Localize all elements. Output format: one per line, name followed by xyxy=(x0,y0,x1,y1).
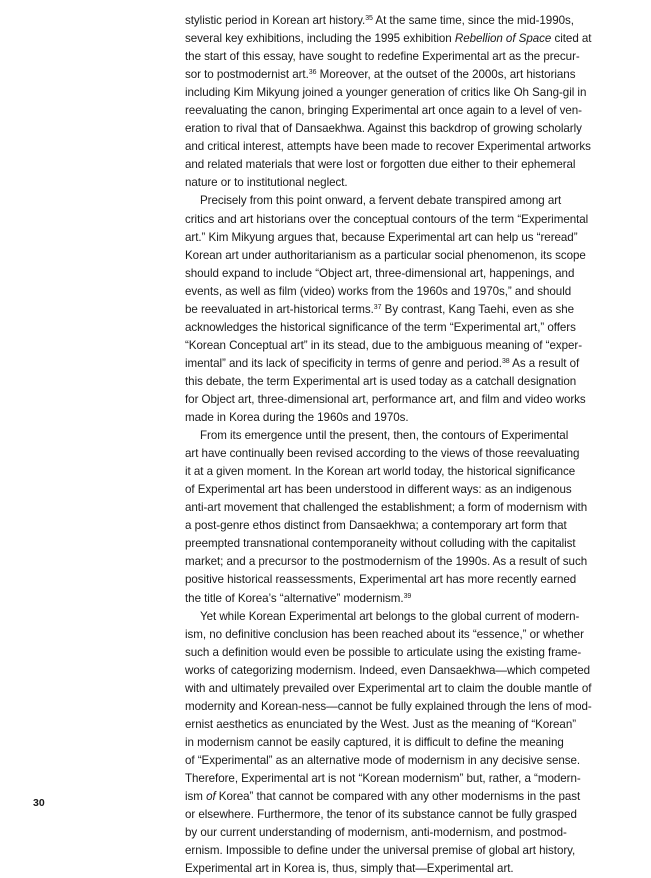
text-run: From its emergence until the present, then, the contours of Experimental xyxy=(200,429,569,443)
text-line xyxy=(185,481,615,499)
text-line xyxy=(185,517,615,535)
text-line xyxy=(185,499,615,517)
text-run: and critical interest, attempts have been made to recover Experimental artworks xyxy=(185,140,591,154)
text-run: Moreover, at the outset of the 2000s, art historians xyxy=(316,68,576,82)
text-line xyxy=(185,120,615,138)
text-run: positive historical reassessments, Experimental art has more recently earned xyxy=(185,573,577,587)
italic-text: Rebellion of Space xyxy=(454,32,552,46)
text-run: ism xyxy=(185,790,207,804)
text-line xyxy=(185,138,615,156)
text-line xyxy=(185,680,615,698)
text-line xyxy=(185,156,615,174)
text-run: in modernism cannot be easily captured, it is difficult to define the meaning xyxy=(185,735,564,749)
page-number: 30 xyxy=(33,797,45,809)
text-run: eration to rival that of Dansaekhwa. Against this backdrop of growing scholarly xyxy=(185,122,582,136)
text-line xyxy=(185,824,615,842)
text-run: ernism. Impossible to define under the universal premise of global art history, xyxy=(185,844,576,858)
text-line xyxy=(185,662,615,680)
footnote-ref: 39 xyxy=(403,592,412,600)
text-line xyxy=(185,265,615,283)
text-line xyxy=(185,301,615,319)
text-run: Experimental art in Korea is, thus, simply that—Experimental art. xyxy=(185,862,514,876)
text-line xyxy=(185,391,615,409)
text-run: a post-genre ethos distinct from Dansaekhwa; a contemporary art form that xyxy=(185,519,567,533)
text-line xyxy=(185,842,615,860)
text-run: modernity and Korean-ness—cannot be fully explained through the lens of mod- xyxy=(185,699,592,713)
text-run: acknowledges the historical significance of the term “Experimental art,” offers xyxy=(185,320,576,334)
text-run: stylistic period in Korean art history. xyxy=(185,14,366,27)
text-run: several key exhibitions, including the 1995 exhibition xyxy=(185,32,455,46)
text-run: critics and art historians over the conceptual contours of the term “Experimental xyxy=(185,212,589,226)
text-run: preempted transnational contemporaneity without colluding with the capitalist xyxy=(185,537,576,551)
text-run: be reevaluated in art-historical terms. xyxy=(185,302,374,316)
text-run: should expand to include “Object art, three-dimensional art, happenings, and xyxy=(185,266,575,280)
text-line xyxy=(185,644,615,662)
text-run: including Kim Mikyung joined a younger generation of critics like Oh Sang-gil in xyxy=(185,86,587,100)
text-line xyxy=(185,427,615,445)
text-run: made in Korea during the 1960s and 1970s. xyxy=(185,411,409,425)
text-line xyxy=(185,445,615,463)
text-run: “Korean Conceptual art” in its stead, due to the ambiguous meaning of “exper- xyxy=(185,338,583,352)
text-line xyxy=(185,373,615,391)
text-line xyxy=(185,247,615,265)
text-run: events, as well as film (video) works from the 1960s and 1970s,” and should xyxy=(185,284,572,298)
text-line xyxy=(185,770,615,788)
text-line xyxy=(185,752,615,770)
text-run: art have continually been revised according to the views of those reevaluating xyxy=(185,447,580,461)
text-run: and related materials that were lost or forgotten due either to their ephemeral xyxy=(185,158,576,172)
text-line xyxy=(185,12,615,30)
body-text-column xyxy=(185,12,615,878)
text-run: Yet while Korean Experimental art belongs to the global current of modern- xyxy=(200,609,580,623)
text-line xyxy=(185,590,615,608)
text-run: imental” and its lack of specificity in terms of genre and period. xyxy=(185,356,502,370)
text-line xyxy=(185,788,615,806)
text-line xyxy=(185,716,615,734)
text-line xyxy=(185,608,615,626)
paragraph xyxy=(185,12,615,192)
text-run: nature or to institutional neglect. xyxy=(185,176,348,190)
text-run: Korea” that cannot be compared with any other modernisms in the past xyxy=(215,790,581,804)
text-run: works of categorizing modernism. Indeed, even Dansaekhwa—which competed xyxy=(185,663,591,677)
text-run: reevaluating the canon, bringing Experimental art once again to a level of ven- xyxy=(185,104,582,118)
text-line xyxy=(185,211,615,229)
text-line xyxy=(185,102,615,120)
text-line xyxy=(185,66,615,84)
paragraph xyxy=(185,192,615,427)
text-run: Precisely from this point onward, a fervent debate transpired among art xyxy=(200,194,562,208)
text-run: or elsewhere. Furthermore, the tenor of its substance cannot be fully grasped xyxy=(185,808,577,822)
text-run: Therefore, Experimental art is not “Korean modernism” but, rather, a “modern- xyxy=(185,771,581,785)
italic-text: of xyxy=(206,790,216,804)
text-line xyxy=(185,174,615,192)
text-line xyxy=(185,860,615,878)
footnote-ref: 35 xyxy=(365,15,373,22)
text-line xyxy=(185,192,615,210)
text-run: for Object art, three-dimensional art, performance art, and film and video works xyxy=(185,392,586,406)
text-line xyxy=(185,535,615,553)
text-line xyxy=(185,553,615,571)
paragraph xyxy=(185,608,615,878)
text-run: sor to postmodernist art. xyxy=(185,68,309,82)
text-line xyxy=(185,48,615,66)
text-run: At the same time, since the mid-1990s, xyxy=(372,14,574,27)
paragraph xyxy=(185,427,615,607)
text-run: art.” Kim Mikyung argues that, because Experimental art can help us “reread” xyxy=(185,230,578,244)
text-run: market; and a precursor to the postmodernism of the 1990s. As a result of such xyxy=(185,555,588,569)
text-line xyxy=(185,806,615,824)
text-run: it at a given moment. In the Korean art world today, the historical significance xyxy=(185,465,576,479)
text-line xyxy=(185,283,615,301)
text-run: the title of Korea’s “alternative” modernism. xyxy=(185,591,404,605)
footnote-ref: 38 xyxy=(501,357,510,365)
text-run: with and ultimately prevailed over Experimental art to claim the double mantle of xyxy=(185,681,592,695)
text-run: this debate, the term Experimental art is used today as a catchall designation xyxy=(185,374,577,388)
text-run: Korean art under authoritarianism as a particular social phenomenon, its scope xyxy=(185,248,586,262)
text-run: of “Experimental” as an alternative mode of modernism in any decisive sense. xyxy=(185,753,581,767)
text-run: such a definition would even be possible to articulate using the existing frame- xyxy=(185,645,582,659)
text-run: cited at xyxy=(551,32,592,46)
text-run: ism, no definitive conclusion has been reached about its “essence,” or whether xyxy=(185,627,584,641)
text-run: ernist aesthetics as enunciated by the West. Just as the meaning of “Korean” xyxy=(185,717,577,731)
text-line xyxy=(185,319,615,337)
footnote-ref: 36 xyxy=(308,69,317,77)
text-line xyxy=(185,409,615,427)
text-line xyxy=(185,30,615,48)
text-run: by our current understanding of modernism, anti-modernism, and postmod- xyxy=(185,826,567,840)
text-line xyxy=(185,337,615,355)
text-line xyxy=(185,355,615,373)
text-line xyxy=(185,229,615,247)
text-line xyxy=(185,84,615,102)
footnote-ref: 37 xyxy=(373,303,382,311)
text-run: anti-art movement that challenged the establishment; a form of modernism with xyxy=(185,501,588,515)
text-line xyxy=(185,734,615,752)
text-run: As a result of xyxy=(509,356,580,370)
text-run: By contrast, Kang Taehi, even as she xyxy=(381,302,575,316)
text-line xyxy=(185,463,615,481)
text-run: of Experimental art has been understood in different ways: as an indigenous xyxy=(185,483,572,497)
text-line xyxy=(185,571,615,589)
text-line xyxy=(185,626,615,644)
text-line xyxy=(185,698,615,716)
text-run: the start of this essay, have sought to redefine Experimental art as the precur- xyxy=(185,50,580,64)
